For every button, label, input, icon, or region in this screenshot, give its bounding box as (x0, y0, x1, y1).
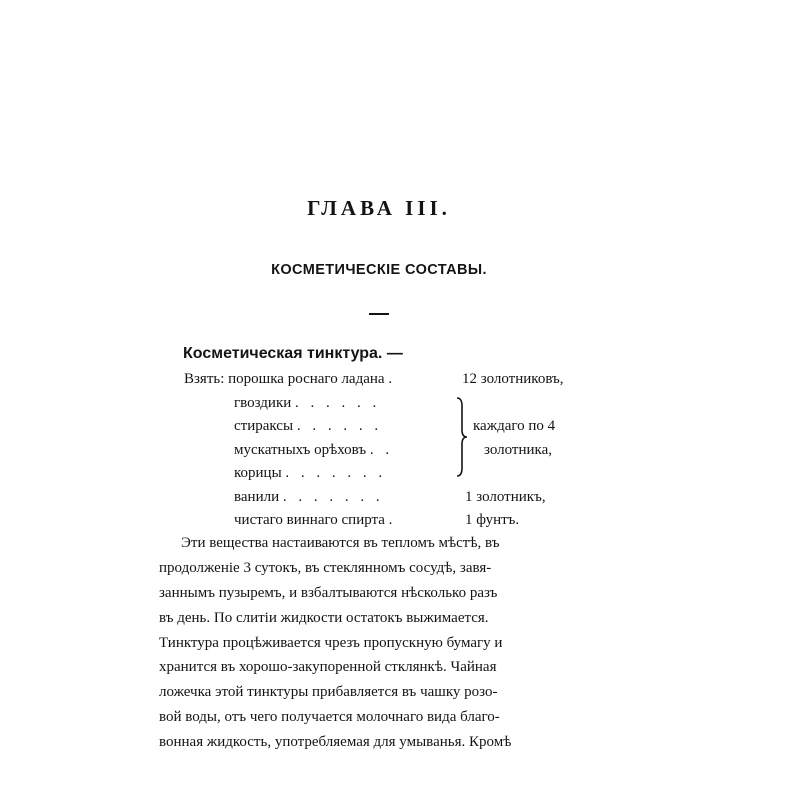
leader-dots: . . . . . . (295, 395, 381, 411)
ingredient-name: ванили (234, 489, 280, 505)
ingredient-line-styrax (234, 417, 382, 435)
curly-brace-icon (454, 396, 468, 478)
leader-dots: . (388, 371, 397, 387)
chapter-title: ГЛАВА III. (307, 196, 451, 220)
paragraph-line: вой воды, отъ чего получается молочнаго вида благо- (159, 709, 500, 725)
paragraph-line: вонная жидкость, употребляемая для умыванья. Кромѣ (159, 734, 512, 750)
group-amount-line1: каждаго по 4 (473, 418, 556, 434)
ingredient-amount-spirit: 1 фунтъ. (465, 512, 520, 528)
group-amount-line2: золотника, (484, 442, 553, 458)
leader-dots: . . . . . . . (282, 489, 384, 505)
ingredient-name: гвоздики (234, 395, 292, 411)
paragraph-line: въ день. По слитіи жидкости остатокъ выжимается. (159, 610, 489, 626)
chapter-subtitle: КОСМЕТИЧЕСКІЕ СОСТАВЫ. (271, 262, 487, 278)
ingredient-name: стираксы (234, 418, 294, 434)
paragraph-line: хранится въ хорошо-закупоренной стклянкѣ. Чайная (159, 659, 497, 675)
ingredient-name: мускатныхъ орѣховъ (234, 442, 367, 458)
paragraph-line: продолженіе 3 сутокъ, въ стеклянномъ сосудѣ, завя- (159, 560, 492, 576)
leader-dots: . . . . . . (296, 418, 383, 434)
separator-rule (369, 313, 389, 315)
ingredient-name: корицы (234, 465, 282, 481)
ingredient-line-vanilla (234, 488, 384, 506)
ingredient-line-nutmeg (234, 441, 393, 459)
leader-dots: . . (369, 442, 394, 458)
paragraph-line: ложечка этой тинктуры прибавляется въ чашку розо- (159, 684, 498, 700)
paragraph-line: Эти вещества настаиваются въ тепломъ мѣстѣ, въ (181, 535, 500, 551)
ingredient-line-cinnamon (234, 464, 386, 482)
ingredient-name: чистаго виннаго спирта (234, 512, 385, 528)
ingredient-line-spirit (234, 511, 396, 529)
recipe-title: Косметическая тинктура. — (183, 345, 403, 362)
ingredient-line-incense (184, 370, 396, 388)
ingredient-amount-vanilla: 1 золотникъ, (465, 489, 546, 505)
leader-dots: . (388, 512, 397, 528)
ingredient-amount-incense: 12 золотниковъ, (462, 371, 564, 387)
recipe-intro: Взять: (184, 371, 225, 387)
ingredient-line-cloves (234, 394, 380, 412)
paragraph-line: Тинктура процѣживается чрезъ пропускную бумагу и (159, 635, 503, 651)
leader-dots: . . . . . . . (285, 465, 387, 481)
paragraph-line: заннымъ пузыремъ, и взбалтываются нѣсколько разъ (159, 585, 498, 601)
ingredient-name: порошка роснаго ладана (228, 371, 385, 387)
